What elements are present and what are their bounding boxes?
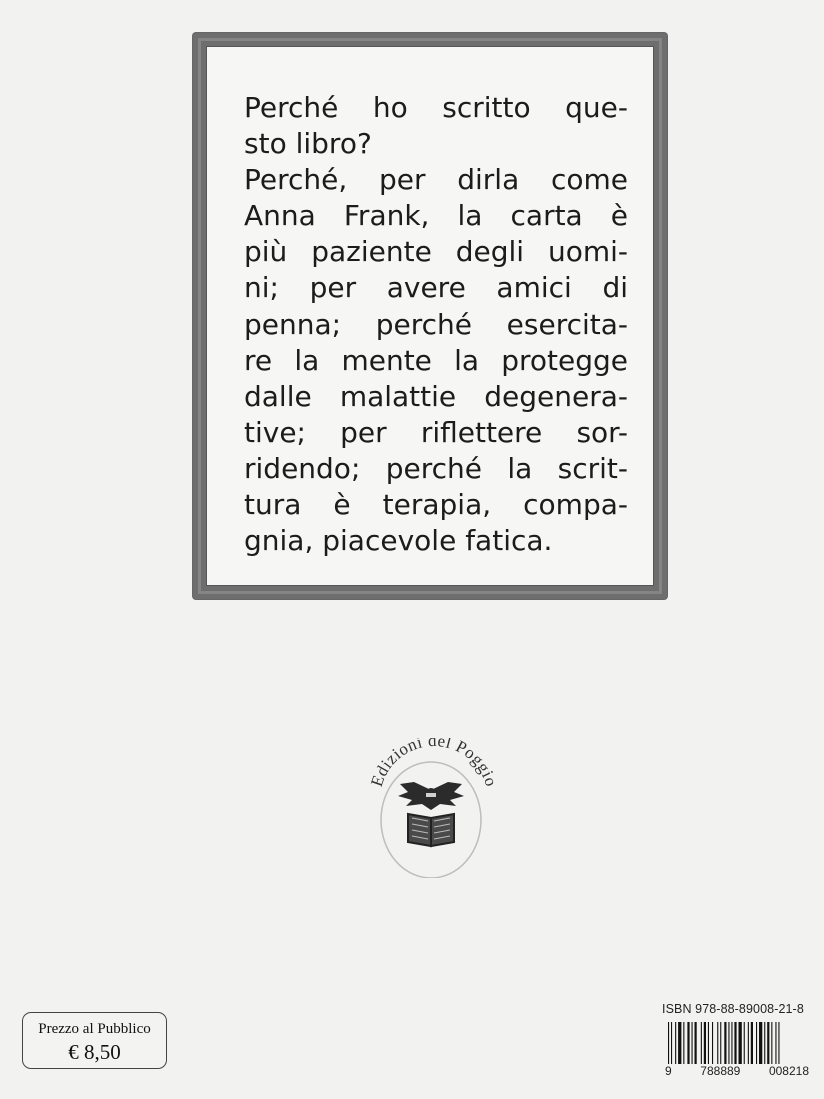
quote-line: Perché ho scritto que- [244, 91, 628, 124]
price-label: Prezzo al Pubblico [38, 1021, 151, 1037]
barcode-digit-group: 788889 [700, 1064, 741, 1078]
quote-line: ni; per avere amici di [244, 271, 628, 305]
publisher-logo-icon [356, 738, 506, 878]
quote-line: tura è terapia, compa- [244, 488, 628, 522]
quote-text [244, 90, 628, 559]
price-box [22, 1012, 167, 1069]
quote-line: sto libro? [244, 127, 372, 161]
quote-line: re la mente la protegge [244, 343, 628, 377]
svg-text:Edizioni del Poggio: Edizioni del Poggio [366, 738, 502, 789]
quote-line: Perché, per dirla come [244, 163, 628, 197]
quote-line: ridendo; perché la scrit- [244, 451, 628, 485]
isbn-label: ISBN 978-88-89008-21-8 [662, 1002, 804, 1016]
quote-frame [193, 33, 667, 599]
barcode-digits [664, 1064, 810, 1078]
barcode [666, 1022, 808, 1086]
price-value: € 8,50 [68, 1040, 121, 1064]
publisher-logo [356, 738, 506, 878]
barcode-digit-group: 9 [665, 1064, 672, 1078]
quote-line: penna; perché esercita- [244, 307, 628, 341]
quote-line: gnia, piacevole fatica. [244, 524, 553, 558]
barcode-digit-group: 008218 [768, 1064, 809, 1078]
quote-line: Anna Frank, la carta è [244, 199, 628, 233]
quote-line: dalle malattie degenera- [244, 379, 628, 413]
quote-line: più paziente degli uomi- [244, 235, 628, 269]
quote-line: tive; per riflettere sor- [244, 415, 628, 449]
